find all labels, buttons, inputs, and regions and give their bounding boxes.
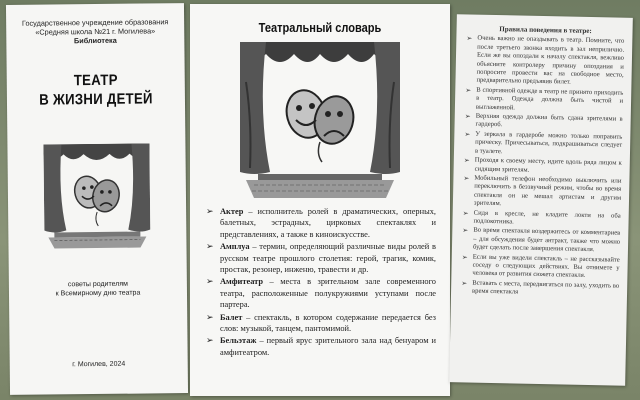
org-line-3: Библиотека: [73, 35, 117, 46]
theatre-masks-icon: [71, 173, 123, 226]
rule-item: ➢ В спортивной одежде в театр не принято приходить в театр. Одежда должна быть чистой и выглаженной.: [465, 86, 624, 112]
arrow-bullet-icon: ➢: [206, 311, 214, 322]
rule-item: ➢ Вставать с места, передвигаться по залу, уходить во время спектакля: [461, 279, 620, 296]
arrow-bullet-icon: ➢: [206, 335, 214, 346]
arrow-bullet-icon: ➢: [463, 174, 470, 183]
arrow-bullet-icon: ➢: [462, 226, 469, 235]
arrow-bullet-icon: ➢: [462, 208, 469, 218]
theatre-stage-illustration-large: [240, 42, 400, 202]
dictionary-term: ➢ Актер – исполнитель ролей в драматических, оперных, балетных, эстрадных, цирковых спектаклях и представлениях, а также в киноискусстве.: [206, 206, 436, 239]
rule-item: ➢ Мобильный телефон необходимо выключить или переключить в беззвучный режим, чтобы во время спектакля он не мешал артистам и другим зрителям.: [463, 174, 622, 208]
theatre-stage-illustration: [43, 143, 150, 250]
dictionary-term: ➢ Амфитеатр – места в зрительном зале современного театра, расположенные полукружиями уступами после партера.: [206, 276, 436, 310]
dictionary-term: ➢ Амплуа – термин, определяющий различные виды ролей в русском театре прошлого столетия: герой, трагик, комик, простак, резонер, инженю, травести и др.: [206, 241, 436, 275]
arrow-bullet-icon: ➢: [464, 112, 471, 121]
rule-item: ➢ Очень важно не опаздывать в театр. Помните, что после третьего звонка входить в зал неприлично. Если же вы опоздали к началу спектакля, вежливо объясните контролеру причину опоздания и попросите провести вас на свободное место, предварительно предъявив билет.: [466, 34, 625, 87]
rules-heading: Правила поведения в театре:: [499, 25, 592, 36]
arrow-bullet-icon: ➢: [464, 130, 471, 139]
rule-item: ➢ Во время спектакля воздержитесь от комментариев – для обсуждения будет антракт, также что можно будет сделать после завершения спектакля.: [462, 226, 621, 254]
arrow-bullet-icon: ➢: [466, 34, 473, 43]
arrow-bullet-icon: ➢: [463, 156, 470, 165]
rule-item: ➢ Проходя к своему месту, идите вдоль ряда лицом к сидящим зрителям.: [463, 156, 622, 174]
dictionary-term: ➢ Бельэтаж – первый ярус зрительного зала над бенуаром и амфитеатром.: [206, 335, 436, 357]
arrow-bullet-icon: ➢: [206, 276, 214, 287]
arrow-bullet-icon: ➢: [465, 86, 472, 95]
brochure-cover-panel: [6, 3, 188, 395]
theatre-dictionary-panel: [190, 4, 450, 396]
rule-item: ➢ У зеркала в гардеробе можно только поправить прическу. Причесываться, подкрашиваться следует в туалете.: [464, 130, 623, 155]
cover-title: ТЕАТР В ЖИЗНИ ДЕТЕЙ: [39, 71, 153, 109]
arrow-bullet-icon: ➢: [206, 241, 214, 252]
organization-header: [12, 17, 178, 46]
dictionary-title: Театральный словарь: [258, 20, 382, 35]
dictionary-terms-list: [204, 206, 436, 359]
rule-item: ➢ Верхняя одежда должна быть сдана зрителями в гардероб.: [464, 112, 623, 129]
theatre-masks-icon: [281, 86, 358, 162]
rule-item: ➢ Сидя в кресле, не кладите локти на оба подлокотника.: [462, 208, 621, 226]
rules-list: [461, 24, 625, 300]
org-line-1: Государственное учреждение образования: [21, 17, 169, 28]
cover-subtitle: советы родителям к Всемирному дню театра: [55, 280, 141, 298]
arrow-bullet-icon: ➢: [206, 206, 214, 216]
arrow-bullet-icon: ➢: [461, 252, 468, 262]
cover-footer: г. Могилев, 2024: [72, 360, 126, 369]
rule-item: ➢ Если вы уже видели спектакль – не рассказывайте соседу о следующих действиях. Вы отнимете у человека от развития сюжета спектакля.: [461, 252, 620, 280]
org-line-2: «Средняя школа №21 г. Могилева»: [35, 26, 156, 37]
arrow-bullet-icon: ➢: [461, 279, 468, 288]
dictionary-term: ➢ Балет – спектакль, в котором содержание передается без слов: музыкой, танцем, пантомимой.: [206, 311, 436, 334]
theatre-rules-panel: [449, 14, 633, 386]
